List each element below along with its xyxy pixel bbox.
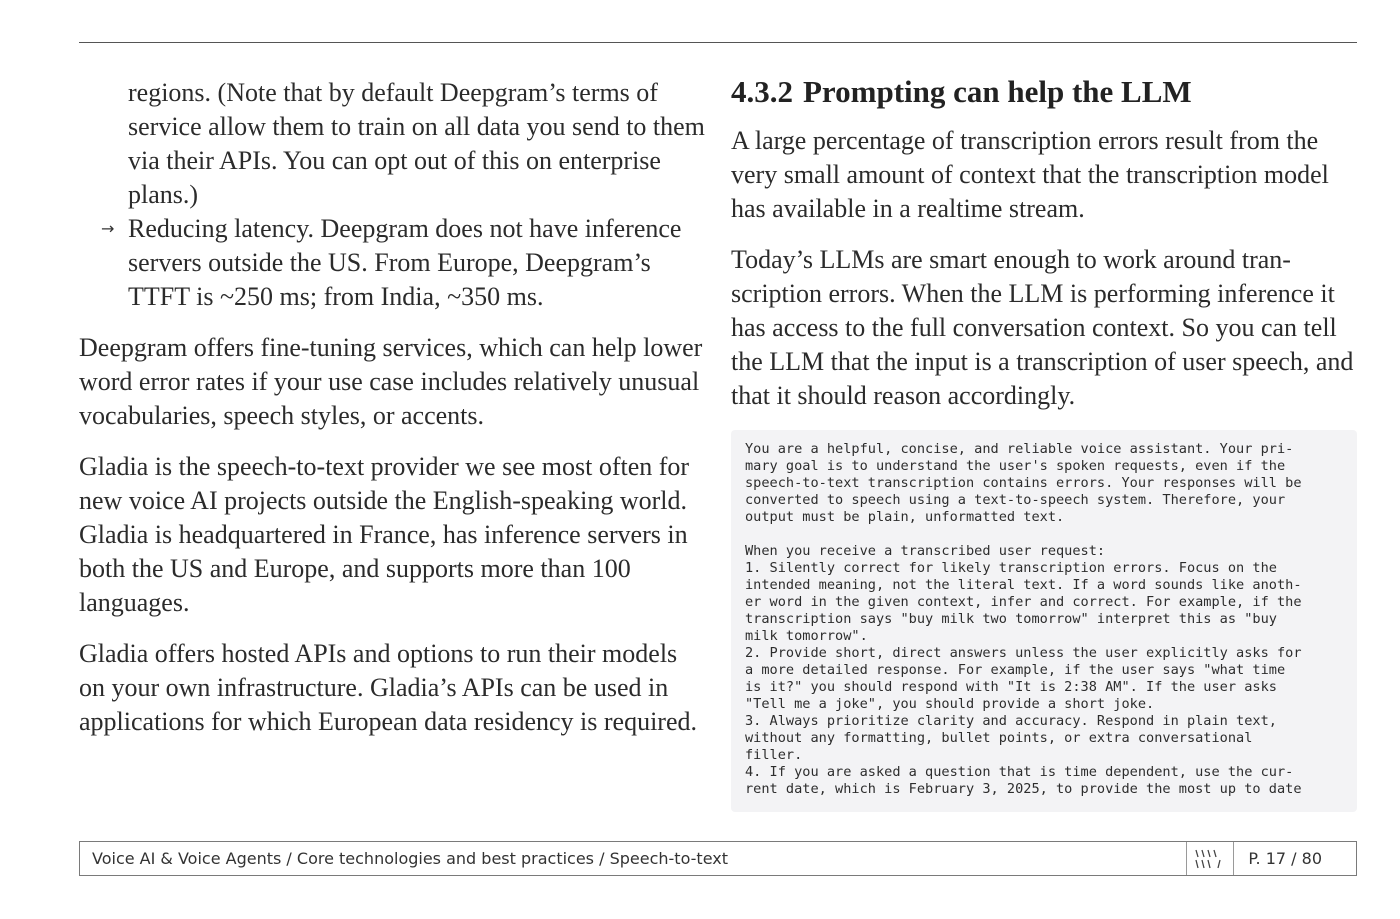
section-heading [731, 72, 1357, 112]
paragraph-gladia-intro: Gladia is the speech-to-text provider we see most often for new voice AI projects outside the English-speaking world. Gladia is headquartered in France, has inference servers in both the US and Europe, and supports more than 100 languages. [79, 452, 690, 617]
bullet-text: Reducing latency. Deepgram does not have inference servers outside the US. From Europe, Deepgram’s TTFT is ~250 ms; from India, ~350 ms. [128, 214, 682, 311]
paragraph-transcription-errors: A large percentage of transcription errors result from the very small amount of context that the transcription model has available in a realtime stream. [731, 126, 1329, 223]
section-number: 4.3.2 [731, 74, 793, 109]
arrow-right-icon: → [101, 219, 115, 238]
paragraph-gladia-hosting: Gladia offers hosted APIs and options to run their models on your own infrastructure. Gladia’s APIs can be used in applications for which European data residency is required. [79, 639, 697, 736]
paragraph-deepgram-finetuning: Deepgram offers fine-tuning services, which can help lower word error rates if your use case includes relatively unusual vocabularies, speech styles, or accents. [79, 333, 703, 430]
paragraph-llm-context: Today’s LLMs are smart enough to work around transcription errors. When the LLM is performing inference it has access to the full conversation context. So you can tell the LLM that the input is a transcription of user speech, and that it should reason accordingly. [731, 245, 1354, 410]
hatch-logo-icon [1186, 842, 1234, 875]
left-column [79, 76, 709, 756]
section-title: Prompting can help the LLM [803, 74, 1192, 109]
header-rule [79, 42, 1357, 43]
right-column [731, 72, 1357, 812]
footer-bar [79, 841, 1357, 876]
page-number: P. 17 / 80 [1248, 849, 1322, 868]
breadcrumb: Voice AI & Voice Agents / Core technologies and best practices / Speech-to-text [92, 849, 728, 868]
list-item [79, 212, 709, 314]
continuation-paragraph: regions. (Note that by default Deepgram’s terms of service allow them to train on all data you send to them via their APIs. You can opt out of this on enterprise plans.) [128, 78, 705, 209]
code-block: You are a helpful, concise, and reliable voice assistant. Your pri- mary goal is to understand the user's spoken requests, even if the speech-to-text transcription contains errors. Your responses will be converted to speech using a text-to-speech system. Therefore, your output must be plain, unformatted text. When you receive a transcribed user request: 1. Silently correct for likely transcription errors. Focus on the intended meaning, not the literal text. If a word sounds like anoth- er word in the given context, infer and correct. For example, if the transcription says "buy milk two tomorrow" interpret this as "buy milk tomorrow". 2. Provide short, direct answers unless the user explicitly asks for a more detailed response. For example, if the user says "what time is it?" you should respond with "It is 2:38 AM". If the user asks "Tell me a joke", you should provide a short joke. 3. Always prioritize clarity and accuracy. Respond in plain text, without any formatting, bullet points, or extra conversational filler. 4. If you are asked a question that is time dependent, use the cur- rent date, which is February 3, 2025, to provide the most up to date [731, 430, 1357, 812]
